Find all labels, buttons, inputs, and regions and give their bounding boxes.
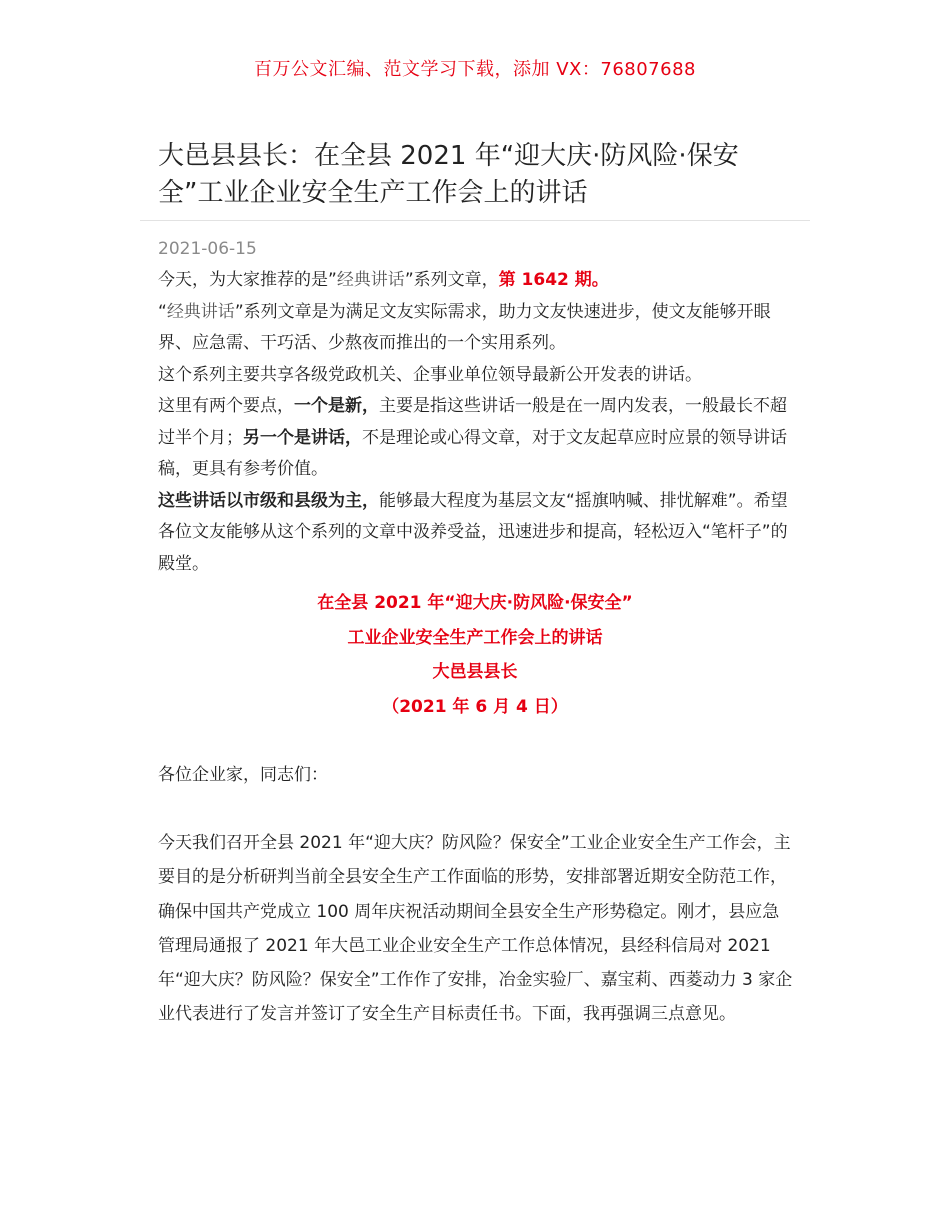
intro-p4-e: 不是理论或心得文章，对于文友起草应时应景的领导讲话稿，更具有参考价值。 [158,427,787,479]
intro-paragraph-5 [158,486,798,581]
series-name: 经典讲话 [336,270,405,290]
speech-heading [158,586,792,724]
speech-paragraph-1: 今天我们召开全县 2021 年“迎大庆？防风险？保安全”工业企业安全生产工作会，主要目的是分析研判当前全县安全生产工作面临的形势，安排部署近期安全防范工作，确保中国共产党成立 100 周年庆祝活动期间全县安全生产形势稳定。刚才，县应急管理局通报了 2021 年大邑工业企业安全生产工作总体情况，县经科信局对 2021 年“迎大庆？防风险？保安全”工作作了安排，冶金实验厂、嘉宝莉、西菱动力 3 家企业代表进行了发言并签订了安全生产目标责任书。下面，我再强调三点意见。 [158,833,793,1025]
point-one: 一个是新， [294,396,379,416]
series-intro [158,265,798,580]
intro-p4-c: 主要是指这些讲话一般是在一周内发表，一般最长不超过半个月； [158,396,787,448]
promo-banner: 百万公文汇编、范文学习下载，添加 VX：76807688 [254,59,696,80]
intro-paragraph-3: 这个系列主要共享各级党政机关、企事业单位领导最新公开发表的讲话。 [158,364,702,385]
speech-title-line-1: 在全县 2021 年“迎大庆·防风险·保安全” [317,593,633,613]
point-two: 另一个是讲话， [243,427,362,448]
intro-paragraph-2 [158,297,798,360]
issue-number: 第 1642 期。 [498,270,609,290]
intro-p1-prefix: 今天，为大家推荐的是” [158,270,337,290]
article-title: 大邑县县长：在全县 2021 年“迎大庆·防风险·保安全”工业企业安全生产工作会上的讲话 [158,141,739,208]
intro-p1-middle: ”系列文章， [404,270,499,290]
intro-p5-rest: 能够最大程度为基层文友“摇旗呐喊、排忧解难”。希望各位文友能够从这个系列的文章中汲养受益，迅速进步和提高，轻松迈入“笔杆子”的殿堂。 [158,490,788,574]
speaker: 大邑县县长 [432,662,518,682]
intro-p2-rest: ”系列文章是为满足文友实际需求，助力文友快速进步，使文友能够开眼界、应急需、干巧活、少熬夜而推出的一个实用系列。 [158,301,771,353]
series-name-2: 经典讲话 [166,301,235,322]
intro-paragraph-4 [158,391,798,486]
intro-p5-emphasis: 这些讲话以市级和县级为主， [158,490,379,511]
intro-p4-a: 这里有两个要点， [158,396,294,416]
speech-date: （2021 年 6 月 4 日） [382,696,568,717]
speech-title-line-2: 工业企业安全生产工作会上的讲话 [347,627,603,648]
intro-paragraph-1 [158,265,798,297]
greeting: 各位企业家，同志们： [158,765,328,785]
intro-p2-open-quote: “ [158,301,167,322]
title-divider [140,220,810,221]
publish-date: 2021-06-15 [158,239,257,259]
